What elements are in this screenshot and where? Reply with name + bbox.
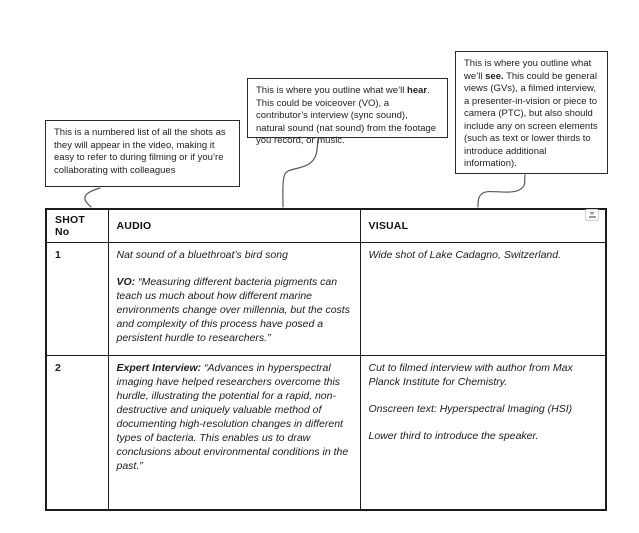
table-dropdown-icon[interactable] xyxy=(585,209,599,221)
shot-1-audio-vo-quote: “Measuring different bacteria pigments can teach us much about how different marine environments change over millennia, but the costs and complexity of this process have posed a persistent hurdle to researchers.” xyxy=(116,275,350,344)
callout-audio-text-bold: hear xyxy=(407,85,428,96)
callout-visual-text-pre: This is where you outline what we’ll xyxy=(464,58,592,82)
shot-1-audio-cell[interactable] xyxy=(108,243,360,356)
shot-1-audio-nat-sound: Nat sound of a bluethroat’s bird song xyxy=(116,249,288,261)
connector-visual xyxy=(478,175,525,207)
callout-audio-text-post: . This could be voiceover (VO), a contributor’s interview (sync sound), natural sound (nat sound) from the footage you record, or music. xyxy=(256,85,437,147)
connector-shot-number xyxy=(85,188,100,207)
callout-visual-text-post: This could be general views (GVs), a filmed interview, a presenter-in-vision or piece to camera (PTC), but also should include any on screen elements (such as text or lower thirds to introduce additional information). xyxy=(464,70,598,170)
shot-2-audio-interview xyxy=(117,362,352,474)
header-audio[interactable]: AUDIO xyxy=(108,209,360,243)
callout-visual-text-bold: see. xyxy=(485,70,504,82)
shot-2-visual-cut: Cut to filmed interview with author from Max Planck Institute for Chemistry. xyxy=(368,362,573,388)
table-row-shot-1 xyxy=(46,243,606,356)
shot-2-visual-cell[interactable] xyxy=(360,356,606,510)
shot-1-visual-text: Wide shot of Lake Cadagno, Switzerland. xyxy=(368,249,562,261)
table-header-row xyxy=(46,209,606,243)
dropdown-triangle-icon xyxy=(589,212,595,215)
shot-1-audio-vo-label: VO: xyxy=(116,275,136,288)
shot-1-visual-cell[interactable] xyxy=(360,243,606,356)
shot-2-visual-onscreen-text: Onscreen text: Hyperspectral Imaging (HSI) xyxy=(368,402,573,415)
table-row-shot-2 xyxy=(46,356,606,510)
callout-audio-text-pre: This is where you outline what we’ll xyxy=(256,85,408,96)
shot-2-audio-cell[interactable] xyxy=(108,356,360,510)
connector-audio xyxy=(283,139,318,207)
shot-2-number-cell[interactable]: 2 xyxy=(46,356,108,510)
shot-2-audio-interview-quote: “Advances in hyperspectral imaging have helped researchers overcome this hurdle, illustrating the potential for a rapid, non-destructive and uniquely valuable method of documenting high-resolution changes in different types of bacteria. This enables us to draw conclusions about environmental conditions in the past.” xyxy=(116,362,349,472)
shot-2-visual-lower-third: Lower third to introduce the speaker. xyxy=(368,429,539,442)
callout-visual xyxy=(455,51,608,174)
shot-1-audio-vo xyxy=(117,276,352,346)
callout-shot-number xyxy=(45,120,240,187)
callout-audio xyxy=(247,78,448,147)
shot-1-number-cell[interactable]: 1 xyxy=(46,243,108,356)
shot-2-audio-interview-label: Expert Interview: xyxy=(116,362,202,374)
shot-list-table xyxy=(45,208,607,511)
header-shot-no[interactable]: SHOT No xyxy=(46,209,108,243)
dropdown-bar-icon xyxy=(589,216,596,217)
header-visual[interactable]: VISUAL xyxy=(360,209,606,243)
callout-shot-number-text: This is a numbered list of all the shots as they will appear in the video, making it easy to refer to during filming or if you’re collaborating with colleagues xyxy=(54,127,226,176)
